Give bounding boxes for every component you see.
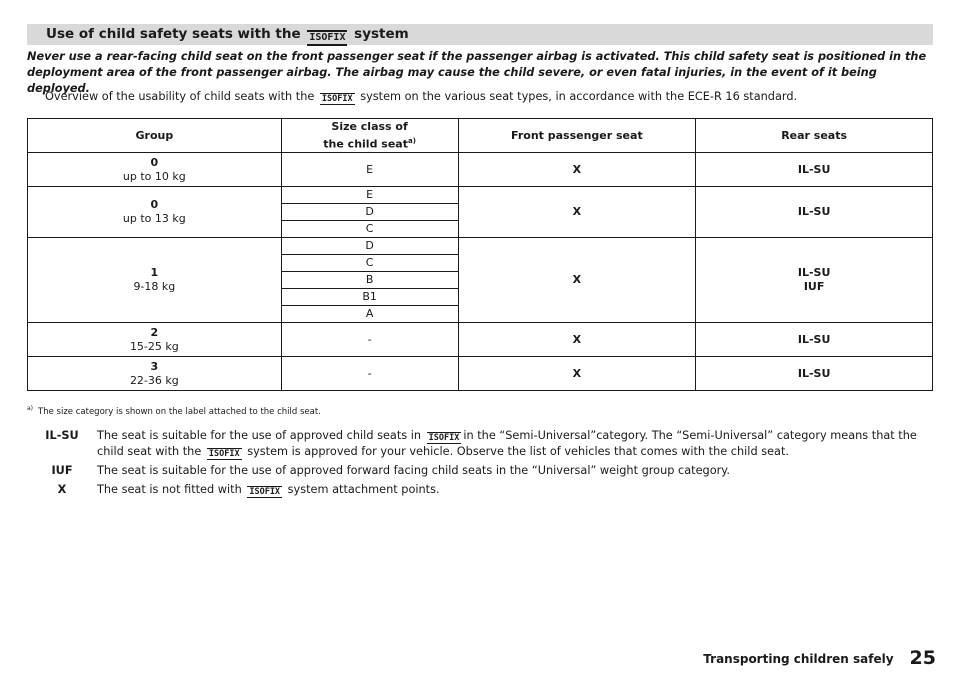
group-weight: 22-36 kg	[129, 373, 179, 387]
size-class-cell: A	[281, 306, 458, 323]
header-front-seat: Front passenger seat	[458, 119, 696, 153]
size-class-cell: C	[281, 221, 458, 238]
table-row	[28, 357, 933, 391]
legend-key: X	[57, 483, 67, 496]
table-row	[28, 153, 933, 187]
group-weight: 9-18 kg	[133, 280, 176, 293]
size-class-cell: C	[281, 255, 458, 272]
page-number: 25	[909, 647, 936, 669]
legend	[27, 428, 933, 501]
group-number: 2	[150, 325, 159, 339]
rear-seat-cell: IL-SU	[696, 357, 933, 391]
header-size-class	[281, 119, 458, 153]
legend-text-part: system attachment points.	[287, 483, 440, 496]
isofix-logo-icon: ISOFIX	[428, 433, 460, 443]
size-class-cell: E	[281, 187, 458, 204]
section-title-start: Use of child safety seats with the	[46, 26, 301, 42]
legend-text-part: The seat is suitable for the use of approved child seats in	[97, 429, 422, 442]
page-footer	[703, 641, 936, 669]
size-class-cell: B1	[281, 289, 458, 306]
intro-before: Overview of the usability of child seats with the	[45, 90, 315, 103]
rear-seat-cell: IL-SU	[696, 187, 933, 238]
size-class-cell: E	[281, 153, 458, 187]
front-seat-cell: X	[458, 187, 696, 238]
rear-seat-value: IL-SU	[797, 266, 831, 279]
group-weight: 15-25 kg	[129, 339, 179, 353]
isofix-logo-icon: ISOFIX	[307, 30, 347, 46]
footnote-text: The size category is shown on the label attached to the child seat.	[38, 406, 321, 417]
footnote	[27, 403, 321, 418]
intro-text	[45, 89, 935, 105]
legend-text: The seat is suitable for the use of approved forward facing child seats in the “Universal” weight group category.	[97, 464, 730, 477]
section-header	[27, 24, 933, 45]
front-seat-cell: X	[458, 357, 696, 391]
group-cell	[28, 153, 282, 187]
isofix-logo-icon: ISOFIX	[321, 94, 353, 104]
header-size-line2: the child seat	[323, 137, 408, 151]
intro-after: system on the various seat types, in accordance with the ECE-R 16 standard.	[360, 90, 798, 103]
rear-seat-cell: IL-SU	[696, 153, 933, 187]
warning-text: Never use a rear-facing child seat on the front passenger seat if the passenger airbag is activated. This child safety seat is positioned in the deployment area of the front passenger airbag. The airbag may cause the child severe, or even fatal injuries, in the event of it being deployed.	[27, 50, 927, 95]
table-row	[28, 238, 933, 255]
group-cell	[28, 187, 282, 238]
legend-item	[27, 428, 933, 460]
legend-item	[27, 463, 933, 479]
group-number: 0	[150, 198, 159, 211]
table-row	[28, 323, 933, 357]
footnote-ref: a)	[407, 136, 416, 145]
header-size-line1: Size class of	[331, 119, 408, 133]
isofix-logo-icon: ISOFIX	[249, 487, 281, 497]
section-title-end: system	[354, 26, 409, 42]
legend-text-part: The seat is not fitted with	[97, 483, 242, 496]
legend-text	[97, 428, 933, 460]
front-seat-cell: X	[458, 153, 696, 187]
header-rear-seats: Rear seats	[696, 119, 933, 153]
rear-seat-cell	[696, 238, 933, 323]
rear-seat-value: IUF	[803, 280, 825, 293]
footnote-marker: a)	[27, 405, 34, 412]
group-number: 1	[150, 266, 159, 279]
size-class-cell: D	[281, 204, 458, 221]
legend-text-part: system is approved for your vehicle. Observe the list of vehicles that comes with the child seat.	[247, 445, 789, 458]
group-cell	[28, 357, 282, 391]
table-header-row	[28, 119, 933, 153]
legend-key: IUF	[51, 464, 73, 477]
group-cell	[28, 238, 282, 323]
size-class-cell: D	[281, 238, 458, 255]
isofix-logo-icon: ISOFIX	[208, 449, 240, 459]
header-group: Group	[28, 119, 282, 153]
group-weight: up to 10 kg	[122, 169, 186, 183]
legend-text	[97, 482, 933, 498]
size-class-cell: -	[281, 357, 458, 391]
legend-key: IL-SU	[45, 429, 79, 442]
group-weight: up to 13 kg	[122, 212, 186, 225]
child-seat-table	[27, 118, 933, 391]
rear-seat-cell: IL-SU	[696, 323, 933, 357]
front-seat-cell: X	[458, 323, 696, 357]
footer-chapter-title: Transporting children safely	[703, 652, 894, 666]
legend-text-part: in the “Semi-Universal”category. The “Semi-Universal” category means that the child seat with the	[97, 429, 917, 458]
group-cell	[28, 323, 282, 357]
group-number: 3	[150, 359, 159, 373]
size-class-cell: B	[281, 272, 458, 289]
group-number: 0	[150, 155, 159, 169]
front-seat-cell: X	[458, 238, 696, 323]
size-class-cell: -	[281, 323, 458, 357]
table-row	[28, 187, 933, 204]
legend-item	[27, 482, 933, 498]
